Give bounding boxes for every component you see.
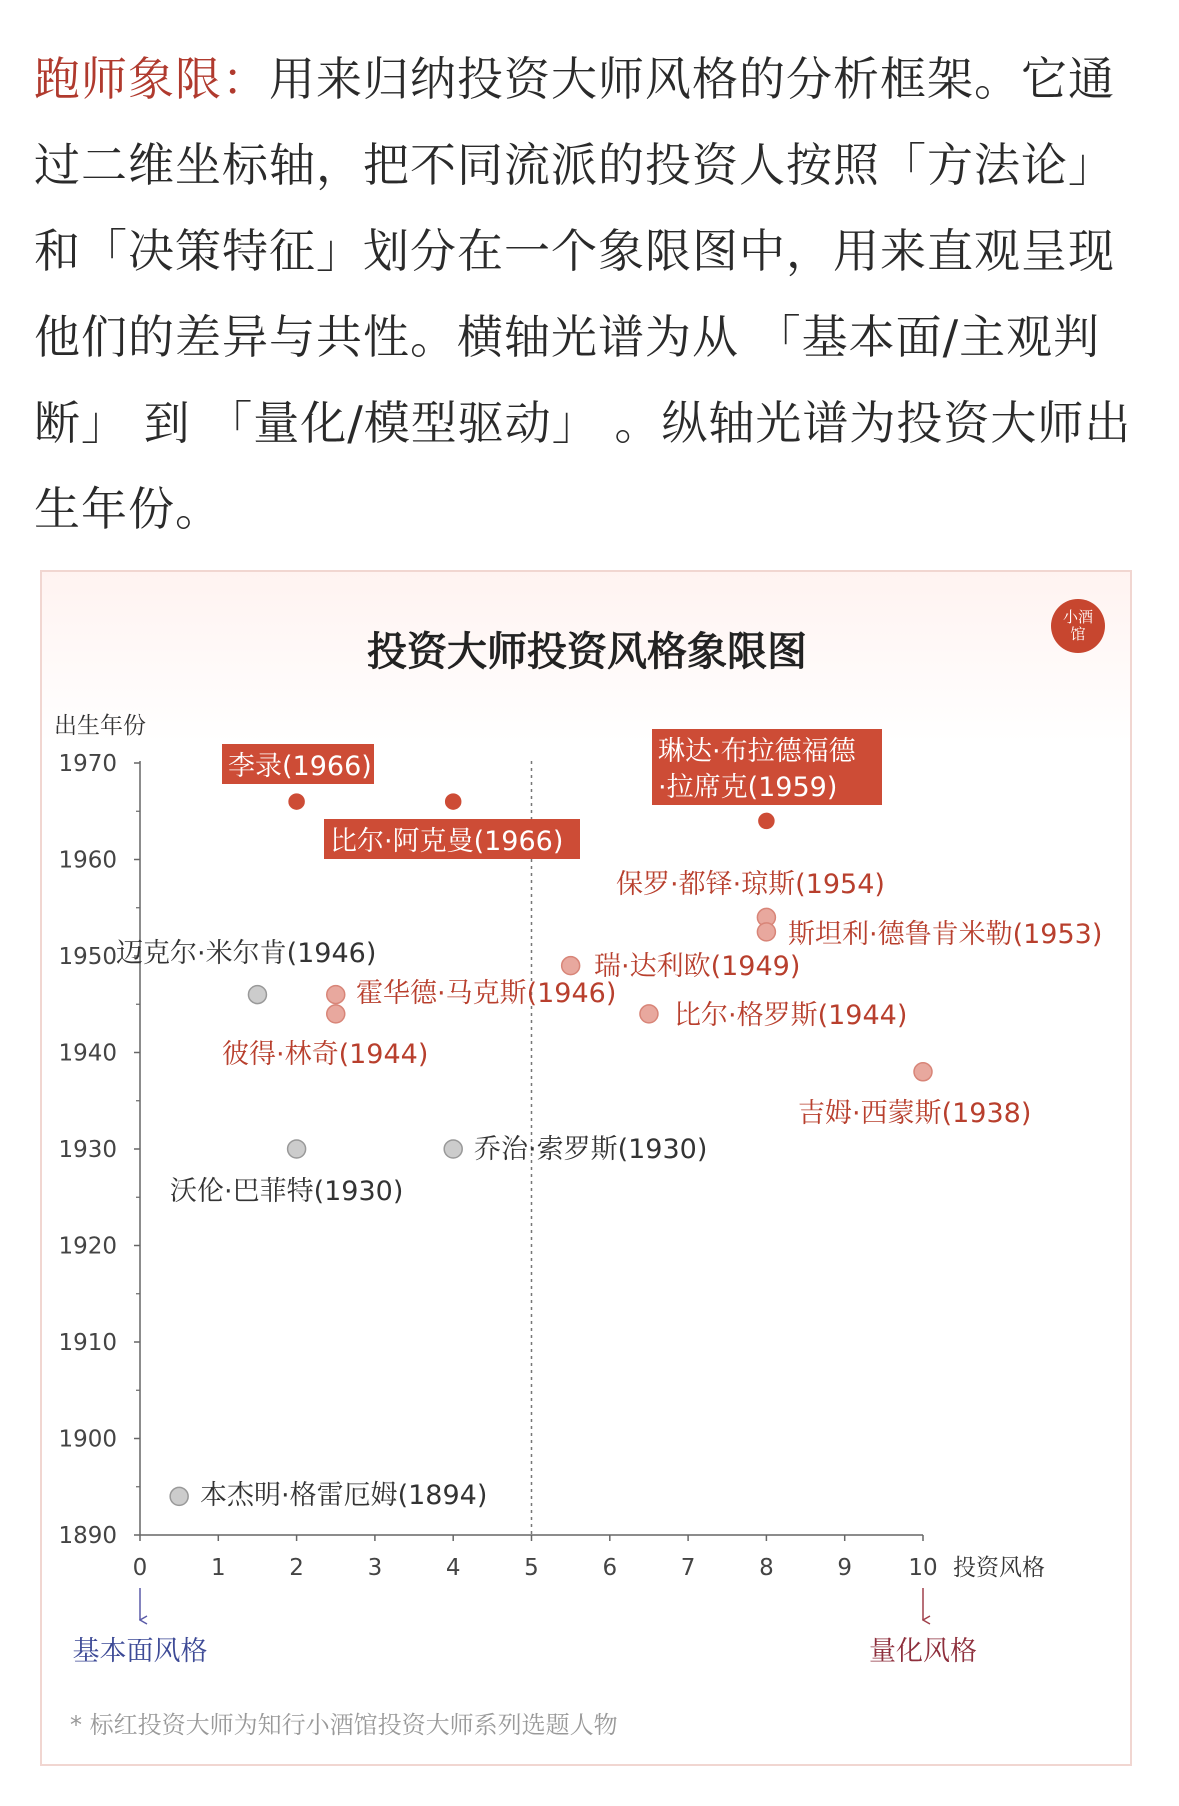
intro-term: 跑师象限： [34, 52, 269, 106]
point-label: 保罗·都铎·琼斯(1954) [616, 869, 885, 900]
chart-footnote: * 标红投资大师为知行小酒馆投资大师系列选题人物 [70, 1711, 618, 1739]
point-label: 比尔·格罗斯(1944) [674, 1000, 908, 1031]
point-label: 沃伦·巴菲特(1930) [170, 1176, 404, 1207]
point-label: 瑞·达利欧(1949) [594, 951, 801, 982]
y-tick-label: 1970 [58, 751, 117, 777]
y-tick-label: 1900 [58, 1426, 117, 1453]
y-tick-label: 1890 [58, 1523, 117, 1549]
y-tick-label: 1910 [58, 1330, 117, 1356]
right-pole-label: 量化风格 [869, 1636, 977, 1667]
point-label: 吉姆·西蒙斯(1938) [798, 1098, 1032, 1129]
scatter-point [327, 1005, 345, 1023]
scatter-point [444, 1140, 462, 1158]
left-pole-label: 基本面风格 [72, 1636, 208, 1667]
x-axis-label: 投资风格 [953, 1555, 1045, 1581]
y-tick-label: 1930 [58, 1137, 117, 1163]
scatter-point [757, 923, 775, 941]
y-tick-label: 1960 [58, 847, 117, 874]
x-tick-label: 2 [289, 1555, 304, 1581]
scatter-point [248, 986, 266, 1004]
point-label: 李录(1966) [228, 751, 372, 782]
point-label: 乔治·索罗斯(1930) [474, 1134, 708, 1165]
y-tick-label: 1950 [58, 944, 117, 970]
x-tick-label: 0 [132, 1555, 148, 1581]
x-tick-label: 9 [837, 1555, 853, 1581]
point-label: 斯坦利·德鲁肯米勒(1953) [788, 919, 1103, 950]
point-label: 霍华德·马克斯(1946) [356, 978, 617, 1009]
scatter-point [288, 793, 306, 811]
y-tick-label: 1920 [58, 1233, 117, 1260]
scatter-point [444, 793, 462, 811]
scatter-point [288, 1140, 306, 1158]
point-label: 迈克尔·米尔肯(1946) [116, 938, 377, 969]
point-label: 本杰明·格雷厄姆(1894) [200, 1480, 488, 1511]
chart-title: 投资大师投资风格象限图 [367, 629, 807, 675]
x-tick-label: 3 [367, 1555, 383, 1581]
scatter-point [914, 1063, 932, 1081]
point-label: 琳达·布拉德福德·拉席克(1959) [658, 736, 856, 803]
x-tick-label: 4 [445, 1555, 461, 1581]
scatter-point [562, 957, 580, 975]
logo-text: 小酒馆 [1062, 608, 1093, 643]
x-tick-label: 8 [759, 1555, 774, 1581]
x-tick-label: 5 [524, 1555, 539, 1581]
scatter-point [327, 986, 345, 1004]
x-tick-label: 6 [602, 1555, 618, 1581]
y-axis-label: 出生年份 [54, 713, 146, 739]
scatter-point [757, 812, 775, 830]
point-label: 彼得·林奇(1944) [222, 1039, 429, 1070]
x-tick-label: 10 [908, 1555, 938, 1581]
x-tick-label: 1 [210, 1555, 226, 1581]
y-tick-label: 1940 [58, 1040, 117, 1067]
point-label: 比尔·阿克曼(1966) [330, 826, 564, 857]
scatter-point [640, 1005, 658, 1023]
intro-text: 用来归纳投资大师风格的分析框架。它通过二维坐标轴，把不同流派的投资人按照「方法论」和「决策特征」划分在一个象限图中，用来直观呈现他们的差异与共性。横轴光谱为从 「基本面/主观判断」 到 「量化/模型驱动」 。纵轴光谱为投资大师出生年份。 [34, 52, 1132, 536]
x-tick-label: 7 [680, 1555, 696, 1581]
scatter-point [170, 1487, 188, 1505]
